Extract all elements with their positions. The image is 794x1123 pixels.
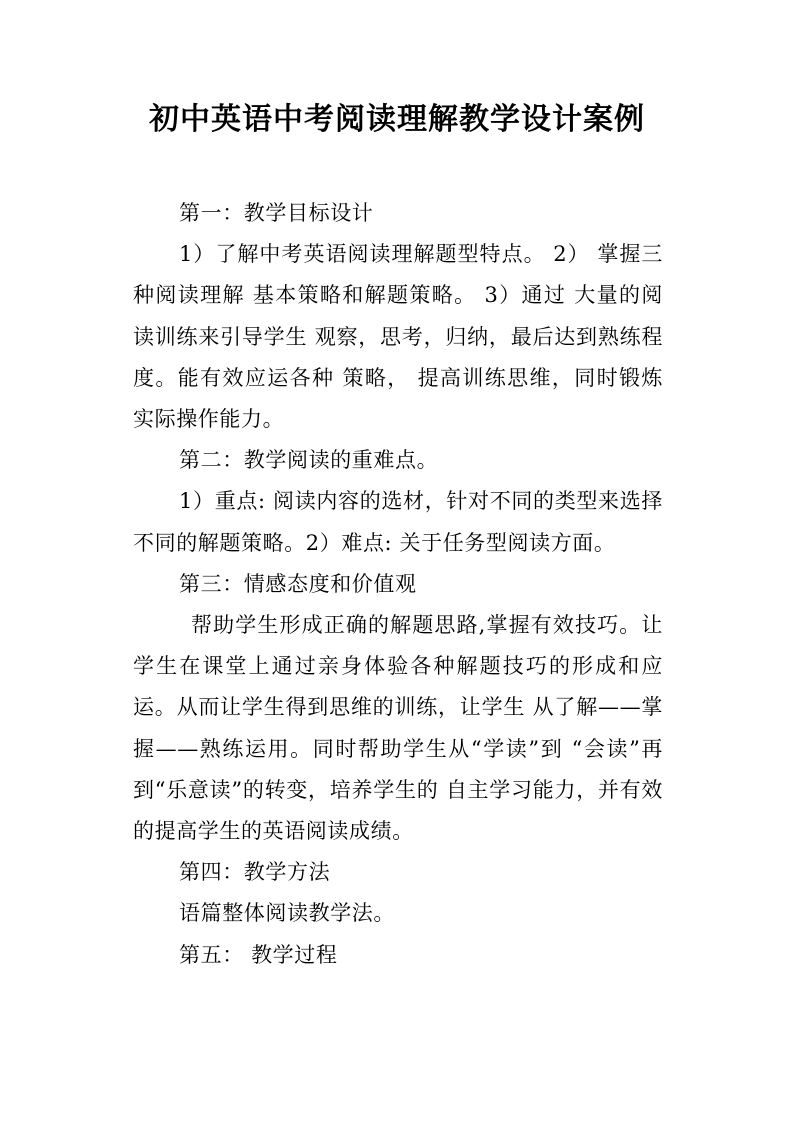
paragraph-goals: 1）了解中考英语阅读理解题型特点。 2） 掌握三种阅读理解 基本策略和解题策略。 3）通过 大量的阅读训练来引导学生 观察，思考，归纳，最后达到熟练程度。能有效应运各种 策略， 提高训练思维，同时锻炼实际操作能力。 (133, 242, 663, 432)
section-heading-goals: 第一：教学目标设计 (179, 201, 374, 225)
section-heading-values: 第三：情感态度和价值观 (179, 571, 417, 596)
paragraph-values: 帮助学生形成正确的解题思路,掌握有效技巧。让学生在课堂上通过亲身体验各种解题技巧的形成和应运。从而让学生得到思维的训练，让学生 从了解——掌握——熟练运用。同时帮助学生从“学读”到 “会读”再到“乐意读”的转变，培养学生的 自主学习能力，并有效的提高学生的英语阅读成绩。 (133, 613, 663, 844)
section-heading-process: 第五： 教学过程 (179, 942, 338, 967)
section-heading-methods: 第四：教学方法 (179, 860, 331, 885)
section-heading-key-points: 第二：教学阅读的重难点。 (179, 448, 439, 473)
paragraph-key-points: 1）重点: 阅读内容的选材，针对不同的类型来选择不同的解题策略。2）难点: 关于任务型阅读方面。 (133, 489, 663, 555)
document-body (133, 193, 663, 976)
document-title: 初中英语中考阅读理解教学设计案例 (149, 102, 645, 137)
paragraph-methods: 语篇整体阅读教学法。 (179, 901, 395, 926)
